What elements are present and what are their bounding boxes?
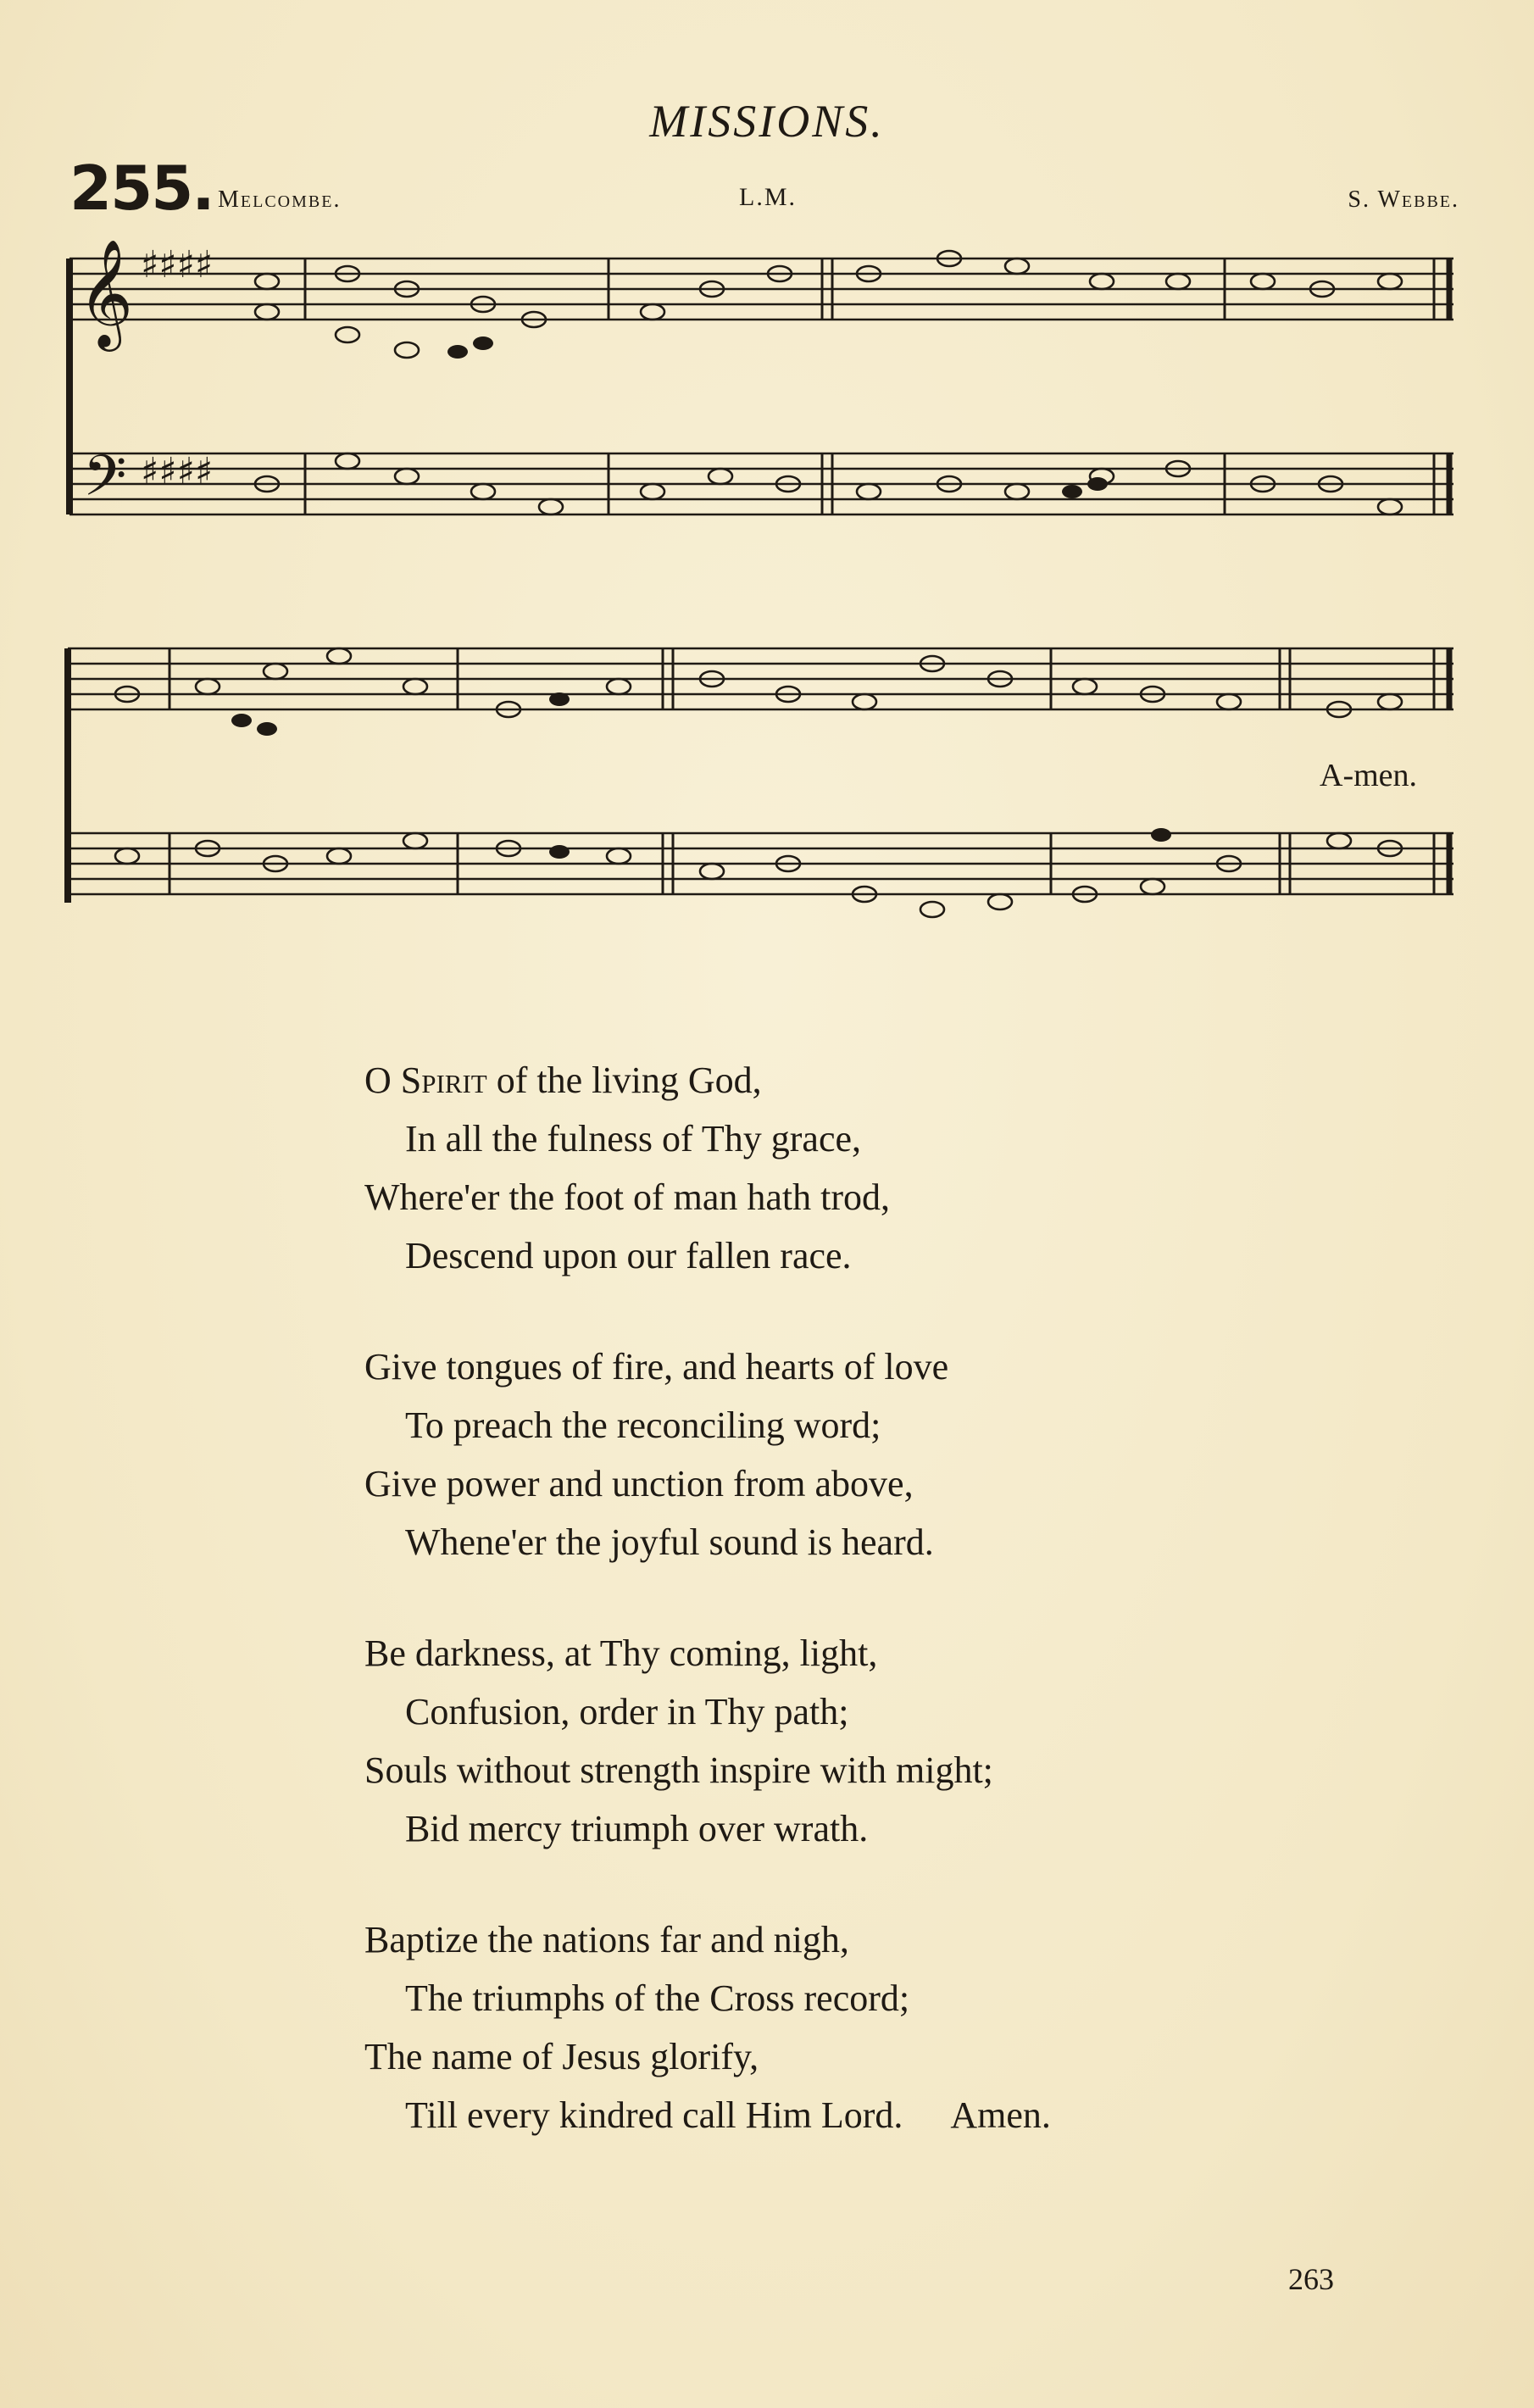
stanza-1-line-2: In all the fulness of Thy grace,	[405, 1118, 862, 1160]
notes-system-1	[255, 251, 1402, 514]
stanza-2-line-4: Whene'er the joyful sound is heard.	[405, 1521, 934, 1563]
stanza-2-line-2: To preach the reconciling word;	[405, 1404, 881, 1446]
meter: L.M.	[739, 183, 797, 211]
bass-staff-2	[68, 833, 1453, 894]
section-title: MISSIONS.	[649, 96, 885, 147]
line-text: of the living God,	[496, 1059, 762, 1101]
page-number: 263	[1288, 2262, 1334, 2296]
opening-words: O Spirit	[364, 1059, 487, 1101]
notes-system-2	[115, 648, 1402, 917]
stanza-1-line-4: Descend upon our fallen race.	[405, 1235, 852, 1276]
system-2	[68, 648, 1453, 917]
stanza-3-line-2: Confusion, order in Thy path;	[405, 1691, 849, 1732]
stanza-3-line-1: Be darkness, at Thy coming, light,	[364, 1632, 878, 1674]
music-score	[59, 225, 1466, 928]
bass-clef-icon: 𝄢	[83, 443, 127, 522]
key-signature-bass-icon: ♯♯♯♯	[141, 450, 214, 493]
hymn-header	[69, 153, 1459, 224]
amen-text: Amen.	[950, 2094, 1051, 2136]
bass-staff-1	[69, 453, 1453, 514]
stanza-3-line-3: Souls without strength inspire with might;	[364, 1749, 993, 1791]
hymn-number: 255.	[69, 153, 214, 224]
amen-label: A-men.	[1320, 758, 1418, 793]
stanza-3-line-4: Bid mercy triumph over wrath.	[405, 1808, 869, 1849]
composer: S. Webbe.	[1348, 186, 1459, 213]
stanza-3	[364, 1624, 1212, 1858]
stanza-4-line-3: The name of Jesus glorify,	[364, 2036, 759, 2077]
stanza-4-line-2: The triumphs of the Cross record;	[405, 1977, 910, 2019]
system-1	[69, 238, 1453, 522]
stanza-1	[364, 1051, 1212, 1285]
stanza-2-line-1: Give tongues of fire, and hearts of love	[364, 1346, 949, 1388]
stanza-2	[364, 1337, 1212, 1571]
filled-notes-1	[447, 336, 1108, 498]
stanza-1-line-3: Where'er the foot of man hath trod,	[364, 1176, 891, 1218]
stanza-4-line-1: Baptize the nations far and nigh,	[364, 1919, 849, 1960]
tune-name: Melcombe.	[218, 186, 342, 213]
stanza-4	[364, 1910, 1212, 2144]
stanza-4-line-4	[364, 2086, 1212, 2144]
stanza-2-line-3: Give power and unction from above,	[364, 1463, 914, 1504]
line-text: Till every kindred call Him Lord.	[405, 2094, 903, 2136]
treble-staff-1	[69, 259, 1453, 320]
treble-clef-icon: 𝄞	[78, 238, 134, 347]
stanza-1-line-1	[364, 1051, 1212, 1109]
score-svg	[59, 225, 1466, 928]
barlines-2	[170, 648, 1449, 894]
hymn-text	[364, 1051, 1212, 2197]
key-signature-treble-icon: ♯♯♯♯	[141, 243, 214, 286]
